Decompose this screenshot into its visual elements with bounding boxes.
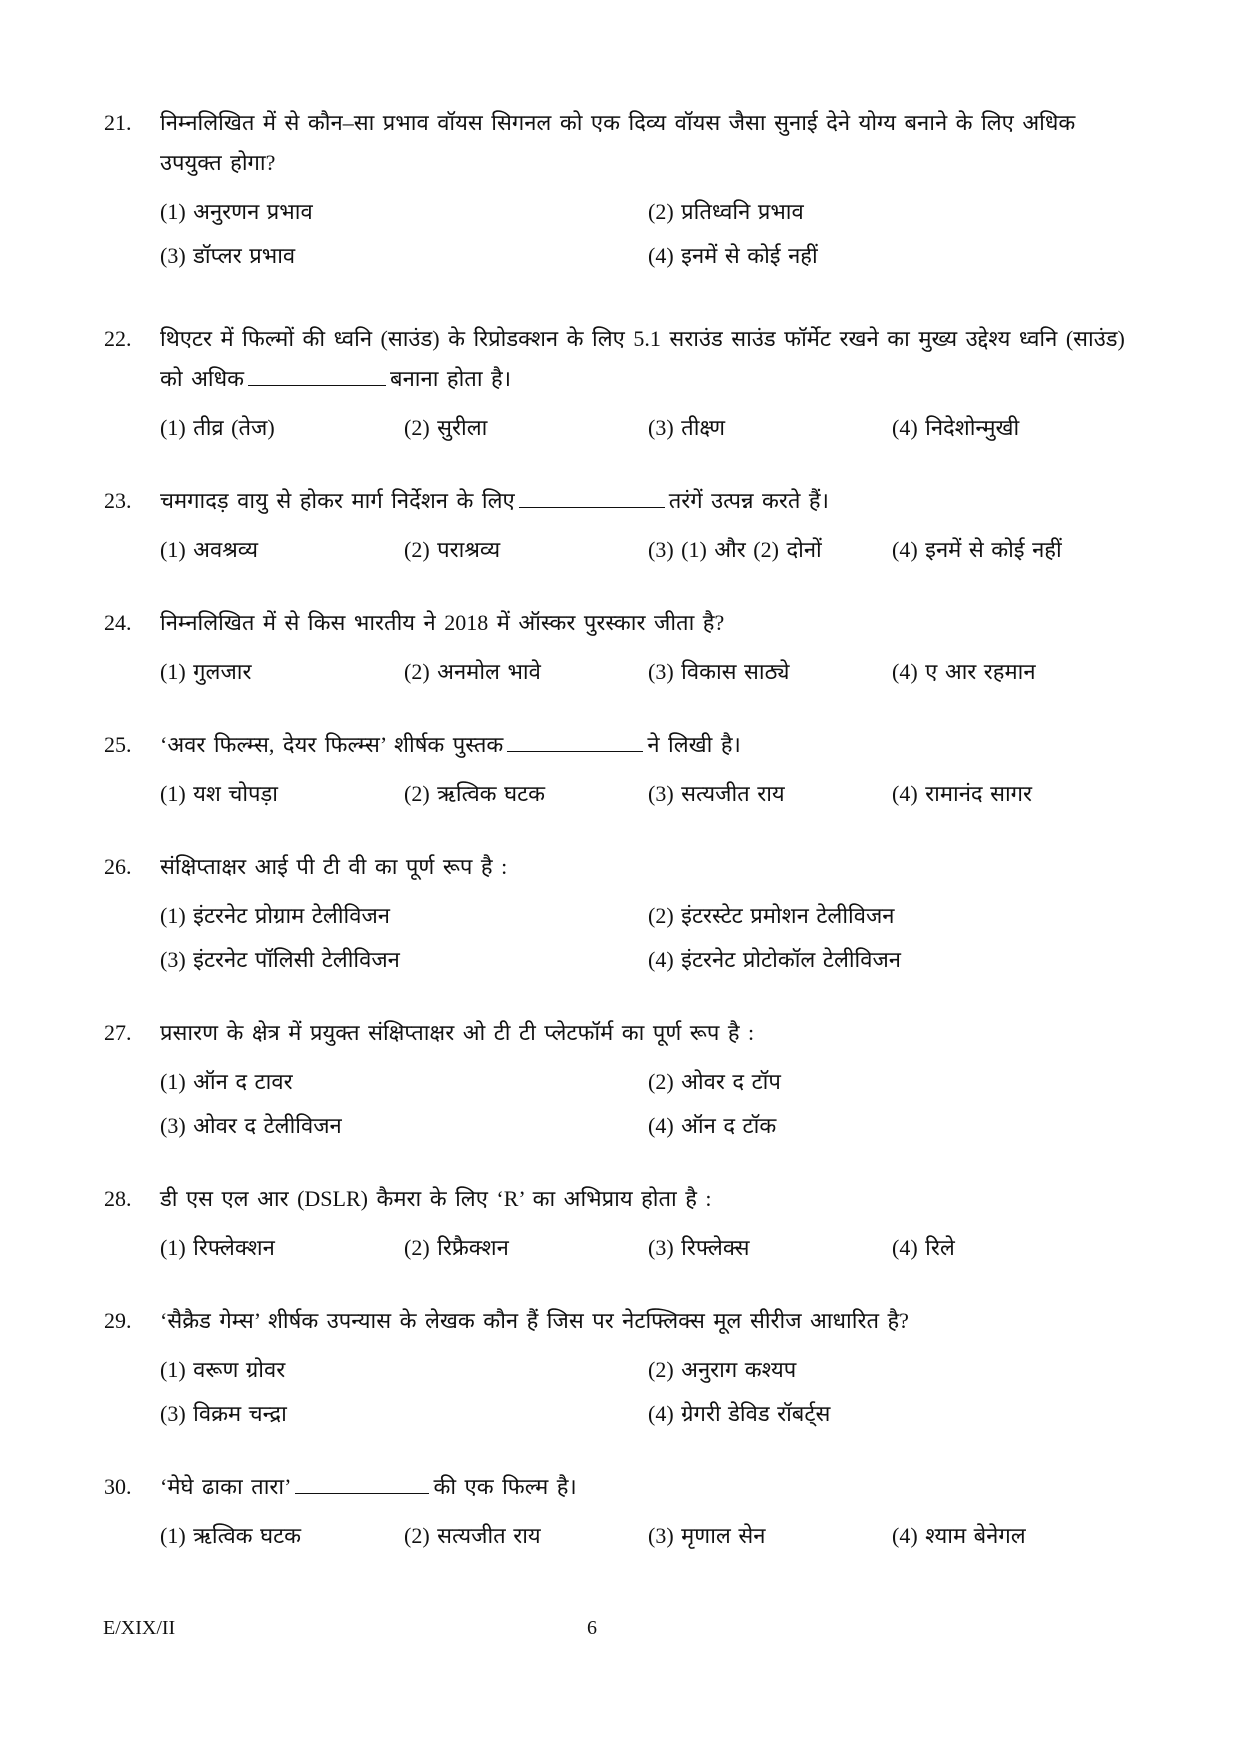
options <box>160 189 1144 277</box>
option-1: (1) ऋत्विक घटक <box>160 1523 302 1548</box>
option-1: (1) वरूण ग्रोवर <box>160 1357 286 1382</box>
option-1: (1) गुलजार <box>160 659 252 684</box>
answer-blank <box>295 1473 429 1494</box>
option-2: (2) सुरीला <box>404 415 488 440</box>
options <box>160 649 1144 693</box>
question-number: 29. <box>104 1308 132 1333</box>
answer-blank <box>248 365 386 386</box>
option-4: (4) ए आर रहमान <box>892 659 1036 684</box>
option-2: (2) प्रतिध्वनि प्रभाव <box>648 199 804 224</box>
question-text: ‘सैक्रैड गेम्स’ शीर्षक उपन्यास के लेखक कौन हैं जिस पर नेटफ्लिक्स मूल सीरीज आधारित है? <box>160 1308 909 1333</box>
question-text-after: बनाना होता है। <box>390 366 512 391</box>
option-3: (3) रिफ्लेक्स <box>648 1235 750 1260</box>
question-text <box>160 481 1144 521</box>
option-3: (3) सत्यजीत राय <box>648 781 785 806</box>
question-text-after: तरंगें उत्पन्न करते हैं। <box>668 488 829 513</box>
option-2: (2) अनमोल भावे <box>404 659 541 684</box>
options <box>160 405 1144 449</box>
options <box>160 1059 1144 1147</box>
question-text-before: ‘मेघे ढाका तारा’ <box>160 1474 292 1499</box>
option-3: (3) विकास साठ्ये <box>648 659 790 684</box>
options <box>160 771 1144 815</box>
question-number: 27. <box>104 1020 132 1045</box>
option-1: (1) तीव्र (तेज) <box>160 415 275 440</box>
question-number: 21. <box>104 110 132 135</box>
question-number: 23. <box>104 488 132 513</box>
option-3: (3) विक्रम चन्द्रा <box>160 1401 287 1426</box>
question-29 <box>104 1301 1144 1435</box>
question-text-before: ‘अवर फिल्म्स, देयर फिल्म्स’ शीर्षक पुस्तक <box>160 732 504 757</box>
question-text <box>160 725 1144 765</box>
question-number: 24. <box>104 610 132 635</box>
option-3: (3) ओवर द टेलीविजन <box>160 1113 342 1138</box>
answer-blank <box>519 487 665 508</box>
question-text: प्रसारण के क्षेत्र में प्रयुक्त संक्षिप्ताक्षर ओ टी टी प्लेटफॉर्म का पूर्ण रूप है : <box>160 1020 755 1045</box>
option-3: (3) (1) और (2) दोनों <box>648 537 822 562</box>
option-4: (4) इंटरनेट प्रोटोकॉल टेलीविजन <box>648 947 902 972</box>
question-number: 25. <box>104 732 132 757</box>
options <box>160 527 1144 571</box>
question-28 <box>104 1179 1144 1269</box>
question-text: निम्नलिखित में से किस भारतीय ने 2018 में ऑस्कर पुरस्कार जीता है? <box>160 610 725 635</box>
option-2: (2) रिफ्रैक्शन <box>404 1235 509 1260</box>
option-4: (4) रामानंद सागर <box>892 781 1033 806</box>
option-4: (4) इनमें से कोई नहीं <box>892 537 1062 562</box>
question-27 <box>104 1013 1144 1147</box>
option-2: (2) सत्यजीत राय <box>404 1523 541 1548</box>
options <box>160 1225 1144 1269</box>
question-30 <box>104 1467 1144 1557</box>
options <box>160 1347 1144 1435</box>
options <box>160 1513 1144 1557</box>
question-text <box>160 319 1144 399</box>
option-3: (3) इंटरनेट पॉलिसी टेलीविजन <box>160 947 400 972</box>
option-2: (2) इंटरस्टेट प्रमोशन टेलीविजन <box>648 903 895 928</box>
option-4: (4) श्याम बेनेगल <box>892 1523 1026 1548</box>
question-21 <box>104 103 1144 277</box>
option-4: (4) ऑन द टॉक <box>648 1113 777 1138</box>
question-24 <box>104 603 1144 693</box>
footer-code: E/XIX/II <box>103 1617 176 1639</box>
option-1: (1) यश चोपड़ा <box>160 781 279 806</box>
option-2: (2) ओवर द टॉप <box>648 1069 781 1094</box>
question-number: 28. <box>104 1186 132 1211</box>
option-4: (4) निदेशोन्मुखी <box>892 415 1020 440</box>
answer-blank <box>507 731 643 752</box>
question-number: 26. <box>104 854 132 879</box>
question-text-after: की एक फिल्म है। <box>433 1474 577 1499</box>
option-1: (1) रिफ्लेक्शन <box>160 1235 275 1260</box>
option-1: (1) इंटरनेट प्रोग्राम टेलीविजन <box>160 903 390 928</box>
option-2: (2) ऋत्विक घटक <box>404 781 546 806</box>
question-number: 22. <box>104 326 132 351</box>
options <box>160 893 1144 981</box>
option-3: (3) डॉप्लर प्रभाव <box>160 243 296 268</box>
question-text-after: ने लिखी है। <box>647 732 741 757</box>
option-3: (3) मृणाल सेन <box>648 1523 766 1548</box>
question-23 <box>104 481 1144 571</box>
question-26 <box>104 847 1144 981</box>
page-number: 6 <box>587 1617 597 1639</box>
option-1: (1) अवश्रव्य <box>160 537 259 562</box>
option-4: (4) ग्रेगरी डेविड रॉबर्ट्स <box>648 1401 831 1426</box>
option-4: (4) इनमें से कोई नहीं <box>648 243 818 268</box>
option-2: (2) पराश्रव्य <box>404 537 501 562</box>
question-number: 30. <box>104 1474 132 1499</box>
question-text: निम्नलिखित में से कौन–सा प्रभाव वॉयस सिगनल को एक दिव्य वॉयस जैसा सुनाई देने योग्य बनाने के लिए अधिक उपयुक्त होगा? <box>160 110 1076 175</box>
question-text: संक्षिप्ताक्षर आई पी टी वी का पूर्ण रूप है : <box>160 854 508 879</box>
option-1: (1) अनुरणन प्रभाव <box>160 199 313 224</box>
question-text-before: थिएटर में फिल्मों की ध्वनि (साउंड) के रिप्रोडक्शन के लिए 5.1 सराउंड साउंड फॉर्मेट रखने का मुख्य उद्देश्य ध्वनि (साउंड) को अधिक <box>160 326 1125 391</box>
option-1: (1) ऑन द टावर <box>160 1069 293 1094</box>
option-4: (4) रिले <box>892 1235 955 1260</box>
option-3: (3) तीक्ष्ण <box>648 415 726 440</box>
option-2: (2) अनुराग कश्यप <box>648 1357 797 1382</box>
question-text: डी एस एल आर (DSLR) कैमरा के लिए ‘R’ का अभिप्राय होता है : <box>160 1186 712 1211</box>
question-text <box>160 1467 1144 1507</box>
question-25 <box>104 725 1144 815</box>
question-text-before: चमगादड़ वायु से होकर मार्ग निर्देशन के लिए <box>160 488 515 513</box>
question-22 <box>104 319 1144 449</box>
